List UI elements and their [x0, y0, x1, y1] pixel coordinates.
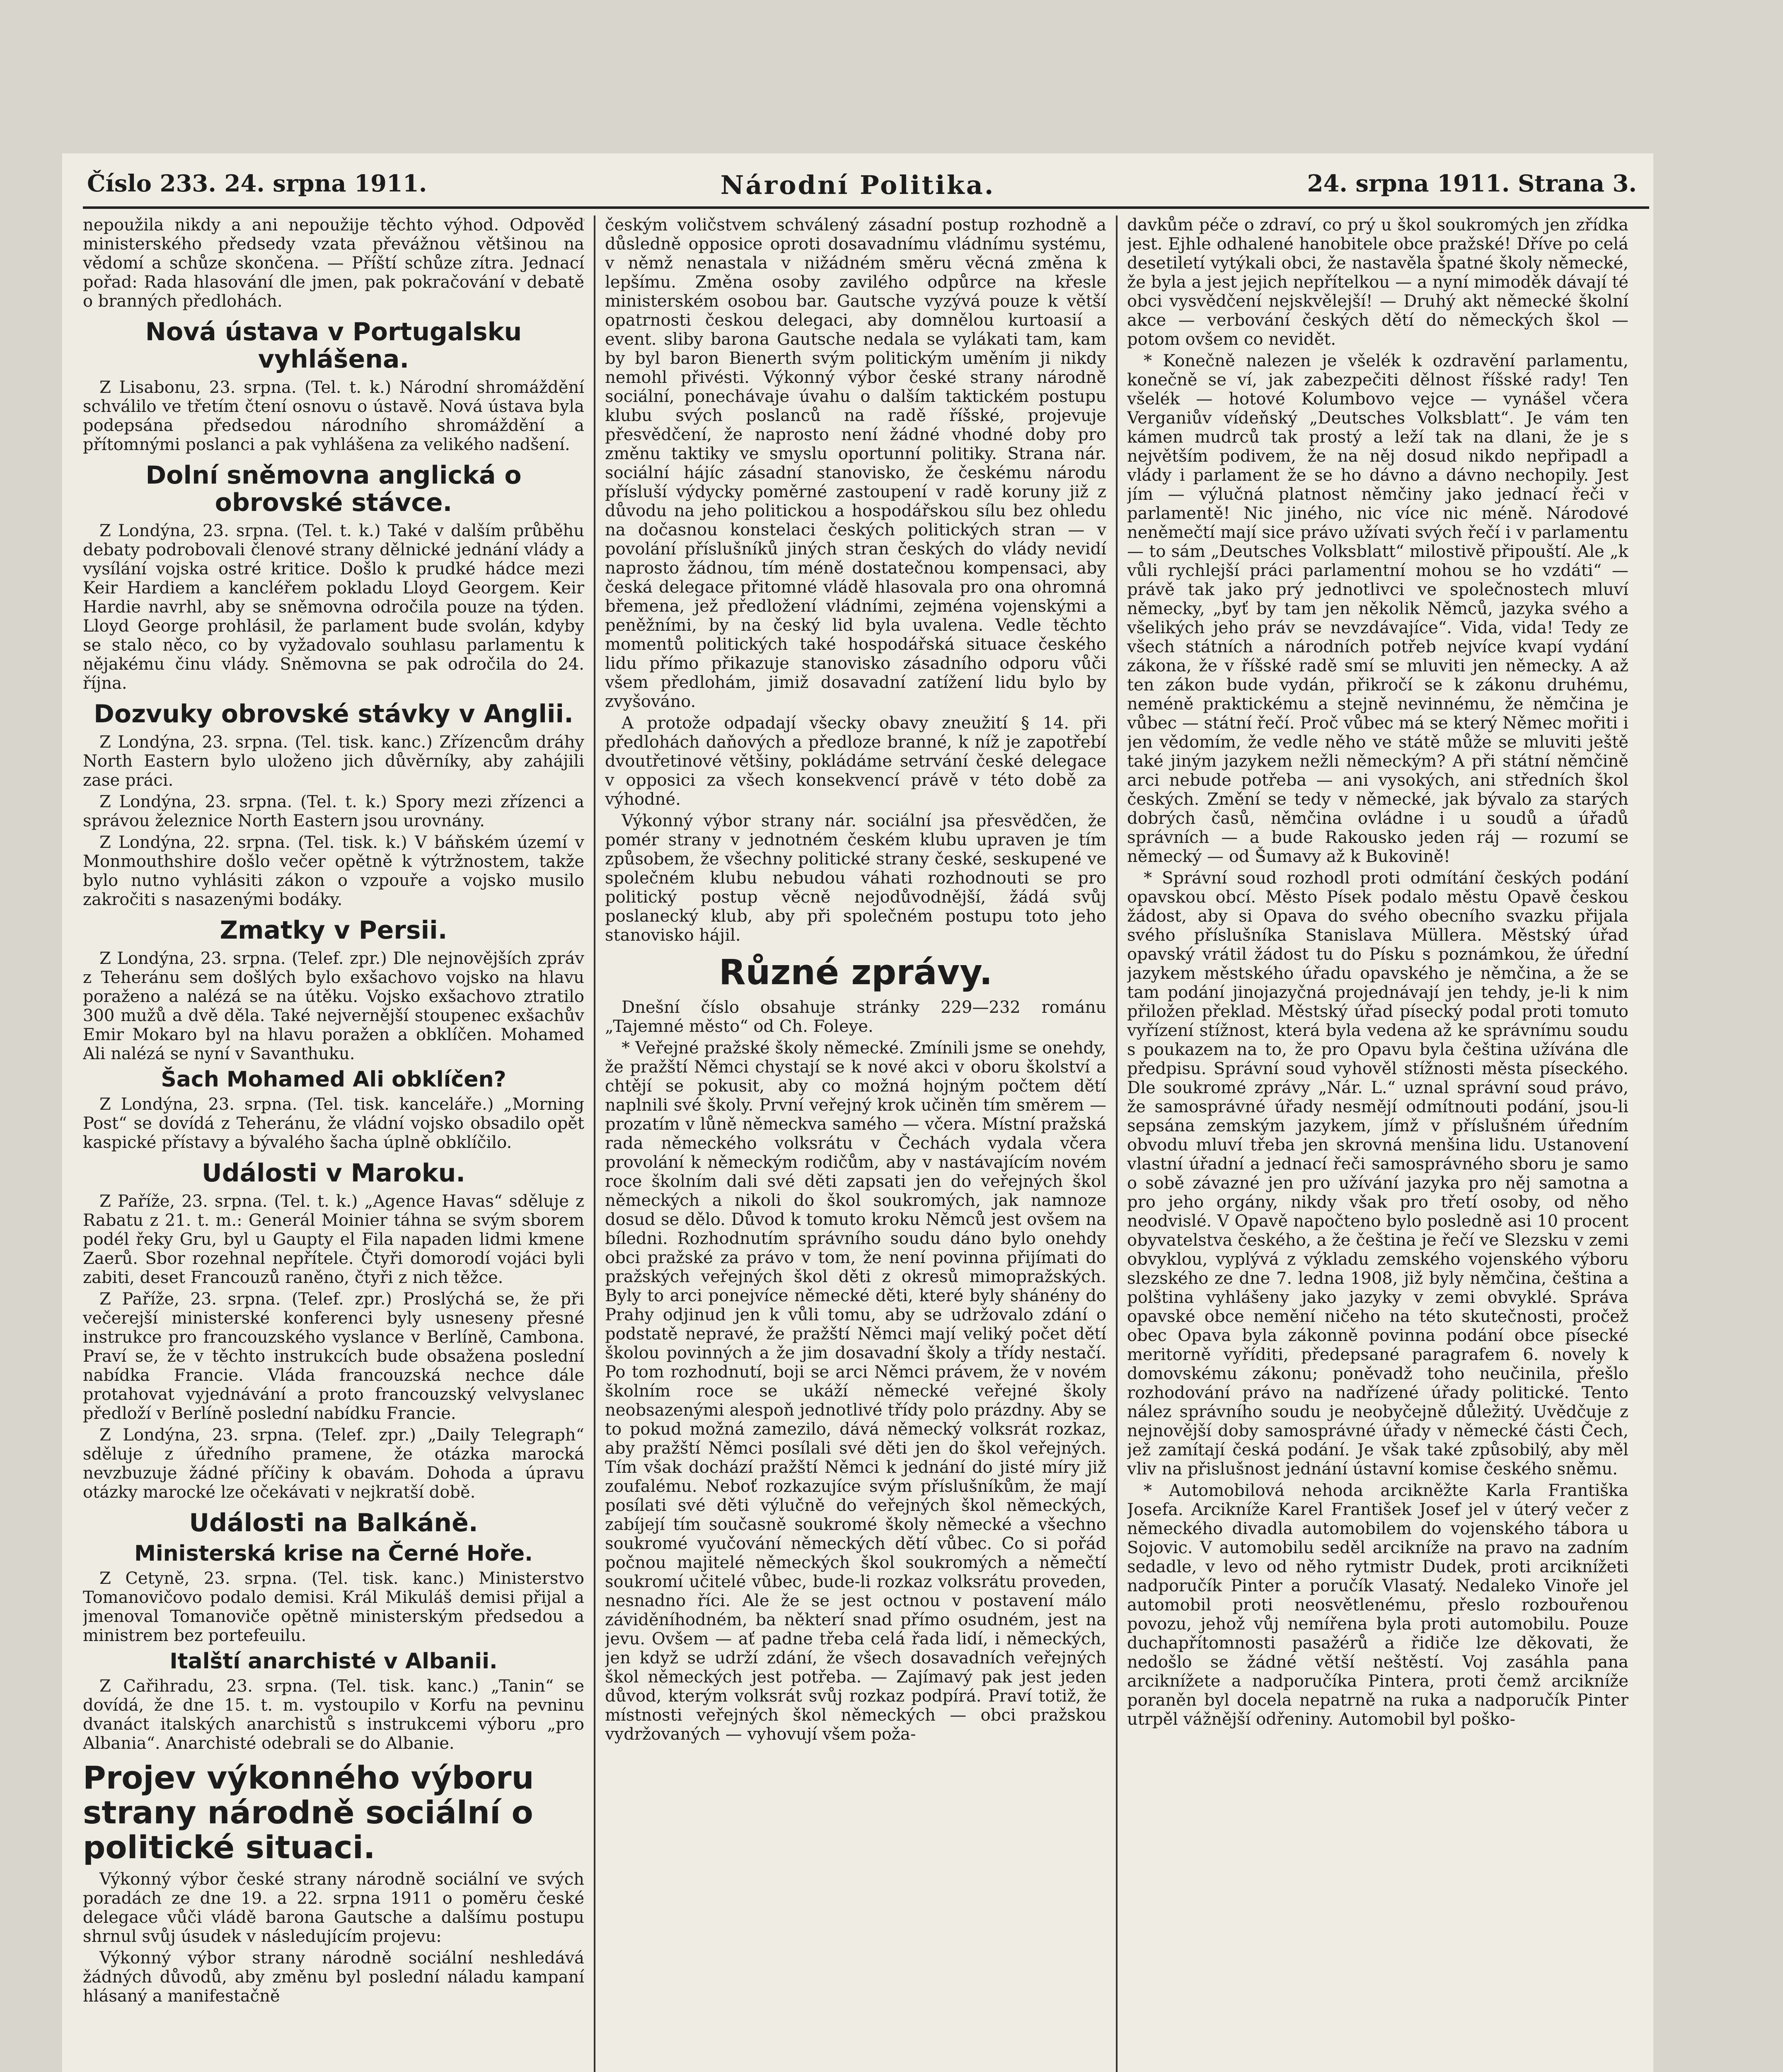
headline-commons-strike: Dolní sněmovna anglická o obrovské stávce. — [145, 461, 522, 517]
article-text: davkům péče o zdraví, co prý u škol soukromých jen zřídka jest. Ejhle odhalené hanobitele obce pražské! Dříve po celá desetiletí vytýkali obci, že nastavěla špatné školy německé, že byla a jest jejich nepřítelkou — a nyní mimoděk dávají té obci vysvědčení nejskvělejší! — Druhý akt německé školní akce — verbování českých dětí do německých škol — potom ovšem co nevidět. — [1127, 215, 1628, 349]
column-1 — [83, 215, 584, 2072]
headline-strike-aftermath: Dozvuky obrovské stávky v Anglii. — [94, 700, 573, 729]
article-text: Z Londýna, 23. srpna. (Tel. t. k.) Spory mezi zřízenci a správou železnice North Eastern jsou urovnány. — [83, 792, 584, 830]
article-text: Z Londýna, 23. srpna. (Tel. tisk. kanceláře.) „Morning Post“ se dovídá z Teheránu, že vládní vojsko obsadilo opět kaspické přístavy a bývalého šacha úplně obklíčilo. — [83, 1095, 584, 1152]
masthead — [62, 170, 1653, 203]
article-text: * Veřejné pražské školy německé. Zmínili jsme se onehdy, že pražští Němci chystají se k nové akci v oboru školství a chtějí se pokusit, aby co možná hojným počtem dětí naplnili své školy. První veřejný krok učiněn tím směrem — prozatím v lůně německva samého — včera. Místní pražská rada německého volksrátu v Čechách vydala včera provolání k německým rodičům, aby v nastávajícím novém roce školním dali své děti zapsati jen do veřejných škol německých a nikoli do škol soukromých, jak namnoze dosud se dělo. Důvod k tomuto kroku Němců jest ovšem na bíledni. Rozhodnutím správního soudu dáno bylo onehdy obci pražské za právo v tom, že není povinna přijímati do pražských veřejných škol děti z okresů mimopražských. Byly to arci ponejvíce německé děti, které byly shánény do Prahy odjinud jen k vůli tomu, aby se udržovalo zdání o podstatě nepravé, že pražští Němci mají veliký počet dětí školou povinných a že jim dosavadní školy a třídy nestačí. Po tom rozhodnutí, boji se arci Němci právem, že v novém školním roce se ukáží německé veřejné školy neobsazenými alespoň jednotlivé třídy polo prázdny. Aby se to pokud možná zamezilo, dává německý volksrát rozkaz, aby pražští Němci posílali své děti jen do škol veřejných. Tím však dochází pražští Němci k jednání do jisté míry již zoufalému. Neboť rozkazujíce svým příslušníkům, že mají posílati své děti výlučně do veřejných škol německých, zabíjejí tím současně soukromé školy německé a všechno soukromé vyučování německých dětí vůbec. Co si pořád počnou majitelé německých škol soukromých a němečtí soukromí učitelé vůbec, bude-li rozkaz volksrátu proveden, nesnadno říci. Ale že se jest octnou v postavení málo záviděníhodném, ba některí snad přímo osudném, jest na jevu. Ovšem — ať padne třeba celá řada lidí, i německých, jen když se udrží zdání, že všech dosavadních veřejných škol německých jest potřeba. — Zajímavý pak jest jeden důvod, kterým volksrát svůj rozkaz podpírá. Praví totiž, že místnosti veřejných škol německých — obci pražskou vydržovaných — vyhovují všem poža- — [605, 1038, 1106, 1744]
section-heading-news: Různé zprávy. — [719, 952, 993, 992]
article-text: * Správní soud rozhodl proti odmítání českých podání opavskou obcí. Město Písek podalo městu Opavě českou žádost, aby si Opava do svého obecního svazku přijala svého příslušníka Stanislava Müllera. Městský úřad opavský vrátil žádost tu do Písku s poznámkou, že úřední jazykem městského úřadu opavského je němčina, a že se tam podání jinojazyčná projednávají jen tehdy, je-li k nim přiložen překlad. Městský úřad písecký podal proti tomuto vyřízení stížnost, která byla vedena až ke správnímu soudu s poukazem na to, že pro Opavu byla čeština užívána dle předpisu. Správní soud vyhověl stížnosti města píseckého. Dle soukromé zprávy „Nár. L.“ uznal správní soud právo, že samosprávné úřady nesmějí odmítnouti podání, jsou-li sepsána zemským jazykem, jímž v příslušném úředním obvodu mluví třeba jen skrovná menšina lidu. Ustanovení vlastní úřadní a jednací řeči samosprávného sboru je samo o sobě závazné jen pro užívání jazyka pro něj samotna a pro jeho orgány, nikdy však pro třetí osoby, od něho neodvislé. V Opavě napočteno bylo posledně asi 10 procent obyvatelstva českého, a že čeština je řečí ve Slezsku v zemi obvyklou, vyplývá z výkladu zemského vojenského výboru slezského ze dne 7. ledna 1908, již byly němčina, čeština a polština vyhlášeny jako jazyky v zemi obvyklé. Správa opavské obce nemění ničeho na této skutečnosti, pročež obec Opava byla zákonně povinna podání obce písecké meritorně vyříditi, předepsané paragrafem 6. novely k domovskému zákonu; poněvadž toho neučinila, přešlo rozhodování právo na nadřízené úřady politické. Tento nález správního soudu je neobyčejně důležitý. Uvědčuje z nejnovější doby samosprávné úřady v německé části Čech, jež zamítají česká podání. Je však také způsobilý, aby měl vliv na přislušnost jednání ústavní komise českého sněmu. — [1127, 869, 1628, 1479]
headline-morocco: Události v Maroku. — [201, 1159, 466, 1188]
article-text: českým voličstvem schválený zásadní postup rozhodně a důsledně opposice oproti dosavadnímu vládnímu systému, v němž nenastala v nižádném směru věcná změna k lepšímu. Změna osoby zavilého odpůrce na křesle ministerském osobou bar. Gautsche vyzývá pouze k větší opatrnosti českou delegaci, aby domnělou kurtoasií a event. sliby barona Gautsche nedala se vylákati tam, kam by byl baron Bienerth svým politickým uměním ji nikdy nemohl přivésti. Výkonný výbor české strany národně sociální, ponechávaje úvahu o dalším taktickém postupu klubu svých poslanců na radě říšské, projevuje přesvědčení, že naprosto není žádné vhodné doby pro změnu taktiky ve smyslu oportunní politiky. Strana nár. sociální hájíc zásadní stanovisko, že českému národu přísluší výdycky poměrné zastoupení v radě koruny již z důvodu na jeho politickou a hospodářskou sílu bez ohledu na dočasnou konstelaci českých politických stran — v povolání příslušníků jiných stran českých do vlády nevidí naprosto žádnou, tím méně dostatečnou kompensaci, aby česká delegace přitomné vládě hlasovala pro ona ohromná břemena, jež předložení vládními, zejména vojenskými a peněžními, by na český lid byla uvalena. Vedle těchto momentů politických také hospodářská situace českého lidu přímo přikazuje stanovisko zásadního odporu vůči všem předlohám, jimiž dosavadní zatížení lidu bylo by zvyšováno. — [605, 215, 1106, 711]
article-text: Z Paříže, 23. srpna. (Tel. t. k.) „Agence Havas“ sděluje z Rabatu z 21. t. m.: Generál Moinier táhna se svým sborem podél řeky Gru, byl u Gaupty el Fila napaden lidmi kmene Zaerů. Sbor rozehnal nepřítele. Čtyři domorodí vojáci byli zabiti, deset Francouzů raněno, čtyři z nich těžce. — [83, 1192, 584, 1287]
article-text: Výkonný výbor strany národně sociální neshledává žádných důvodů, aby změnu byl poslední náladu kampaní hlásaný a manifestačně — [83, 1949, 584, 2006]
column-divider — [1116, 215, 1118, 2072]
date-and-page: 24. srpna 1911. Strana 3. — [1307, 170, 1637, 197]
newspaper-title: Národní Politika. — [720, 170, 995, 200]
article-text: Z Londýna, 22. srpna. (Tel. tisk. k.) V báňském území v Monmouthshire došlo večer opětně k výtržnostem, takže bylo nutno vyhlásiti zákon o vzpouře a vojsko musilo zakročiti s nasazenými bodáky. — [83, 833, 584, 909]
headline-balkans: Události na Balkáně. — [189, 1508, 478, 1537]
article-text: Z Londýna, 23. srpna. (Telef. zpr.) „Daily Telegraph“ sděluje z úředního pramene, že otázka marocká nevzbuzuje žádné příčiny k obavám. Dohoda a úpravu otázky marocké lze očekávati v nejkratší době. — [83, 1426, 584, 1502]
article-text: Z Londýna, 23. srpna. (Telef. zpr.) Dle nejnovějších zpráv z Teheránu sem došlých bylo exšachovo vojsko na hlavu poraženo a nalézá se na útěku. Vojsko exšachovo ztratilo 300 mužů a dvě děla. Také nejvernější stoupenec exšachův Emir Mokaro byl na hlavu poražen a obklíčen. Mohamed Ali nalézá se nyní v Savanthuku. — [83, 949, 584, 1063]
article-text: Z Cařihradu, 23. srpna. (Tel. tisk. kanc.) „Tanin“ se dovídá, že dne 15. t. m. vystoupilo v Korfu na pevninu dvanáct italských anarchistů s instrukcemi výboru „pro Albania“. Anarchisté odebrali se do Albanie. — [83, 1677, 584, 1753]
article-text: Z Londýna, 23. srpna. (Tel. tisk. kanc.) Zřízencům dráhy North Eastern bylo uloženo jich důvěrníky, aby zahájili zase práci. — [83, 733, 584, 790]
column-3 — [1127, 215, 1628, 2072]
header-rule — [83, 206, 1649, 209]
column-divider — [594, 215, 595, 2072]
headline-party-statement: Projev výkonného výboru strany národně sociální o politické situaci. — [83, 1759, 534, 1866]
article-text: Dnešní číslo obsahuje stránky 229—232 románu „Tajemné město“ od Ch. Foleye. — [605, 998, 1106, 1036]
article-text: nepoužila nikdy a ani nepoužije těchto výhod. Odpověď ministerského předsedy vzata převážnou většinou na vědomí a schůze skončena. — Příští schůze zítra. Jednací pořad: Rada hlasování dle jmen, pak pokračování v debatě o branných předlohách. — [83, 215, 584, 311]
article-text: Výkonný výbor strany nár. sociální jsa přesvědčen, že pomér strany v jednotném českém klubu upraven je tím způsobem, že všechny politické strany české, seskupené ve společném klubu nebudou váhati rozhodnouti se pro politický postup věcně nejodůvodnější, žádá svůj poslanecký klub, aby při společném postupu toto jeho stanovisko hájil. — [605, 811, 1106, 945]
headline-portugal: Nová ústava v Portugalsku vyhlášena. — [145, 317, 522, 374]
article-text: Z Londýna, 23. srpna. (Tel. t. k.) Také v dalším průběhu debaty podrobovali členové strany dělnické jednání vlády a vysílání vojska ostré kritice. Došlo k prudké hádce mezi Keir Hardiem a kancléřem pokladu Lloyd Georgem. Keir Hardie navrhl, aby se sněmovna odročila pouze na týden. Lloyd George prohlásil, že parlament bude svolán, kdyby se stalo něco, co by vyžadovalo souhlasu parlamentu k nějakému činu vlády. Sněmovna se pak odročila do 24. října. — [83, 521, 584, 693]
article-text: Z Cetyně, 23. srpna. (Tel. tisk. kanc.) Ministerstvo Tomanovičovo podalo demisi. Král Mikuláš demisi přijal a jmenoval Tomanoviče opětně ministerským předsedou a ministrem bez portefeuilu. — [83, 1569, 584, 1645]
column-2 — [605, 215, 1106, 2072]
issue-number: Číslo 233. 24. srpna 1911. — [87, 170, 427, 197]
article-text: * Konečně nalezen je všelék k ozdravění parlamentu, konečně se ví, jak zabezpečiti dělnost říšské rady! Ten všelék — hotové Kolumbovo vejce — vynášel včera Verganiův vídeňský „Deutsches Volksblatt“. Je vám ten kámen mudrců tak prostý a leží tak na dlani, že je s největším podivem, že na něj dosud nikdo nepřipadl a vlády i parlament že se ho dávno a dávno nechopily. Jest jím — výlučná platnost němčiny jako jednací řeči v parlamentě! Nic jiného, nic více nic méně. Národové neněmečtí mají sice právo užívati svých řečí i v parlamentu — to sám „Deutsches Volksblatt“ milostivě připouští. Ale „k vůli rychlejší práci parlamentní mohou se ho vzdáti“ — právě tak jako prý jednotlivci ve společnostech mluví německy, „byť by tam jen několik Němců, jazyka svého a všelikých jeho práv se nevzdávajíce“. Vida, vida! Tedy ze všech státních a národních potřeb nejvíce kvapí vydání zákona, že v říšské radě smí se mluviti jen německy. A až ten zákon bude vydán, přikročí se k zákonu druhému, neméně praktickému a stejně nevinnému, že němčina je vůbec — státní řečí. Proč vůbec má se který Němec mořiti i jen vědomím, že vedle něho ve státě může se mluviti ještě také jiným jazykem nežli německým? A při státní němčině arci nebude potřeba — ani vysokých, ani středních škol českých. Změní se tedy v německé, jak bývalo za starých dobrých časů, němčina ovládne i u soudů a úřadů správních — a bude Rakousko jeden ráj — rozumí se německý — od Šumavy až k Bukovině! — [1127, 351, 1628, 866]
headline-albania: Italští anarchisté v Albanii. — [169, 1649, 498, 1674]
subheadline-montenegro: Ministerská krise na Černé Hoře. — [134, 1541, 533, 1566]
article-text: * Automobilová nehoda arcikněžte Karla Františka Josefa. Arcikníže Karel František Josef jel v úterý večer z německého divadla automobilem do vojenského tábora u Sojovic. V automobilu seděl arcikníže na pravo na zadním sedadle, v levo od něho rytmistr Dudek, proti arciknížeti nadporučík Pinter a poručík Vlasatý. Nedaleko Vinoře jel automobil proti neosvětlenému, přeslo rozbouřenou povozu, jehož vůj nemířena byla proti automobilu. Pouze duchapřítomnosti pasažérů a řidiče lze děkovati, že nedošlo se žádné větší neštěstí. Voj zasáhla pana arciknížete a nadporučíka Pintera, proti čemž arcikníže poraněn byl docela nepatrně na ruka a nadporučík Pinter utrpěl vážnější odřeniny. Automobil byl poško- — [1127, 1481, 1628, 1729]
subheadline-shah: Šach Mohamed Ali obklíčen? — [161, 1067, 506, 1092]
article-text: Výkonný výbor české strany národně sociální ve svých poradách ze dne 19. a 22. srpna 1911 o poměru české delegace vůči vládě barona Gautsche a dalšímu postupu shrnul svůj úsudek v následujícím projevu: — [83, 1870, 584, 1946]
article-text: A protože odpadají všecky obavy zneužití § 14. při předlohách daňových a předloze branné, k níž je zapotřebí dvoutřetinové většiny, pokládáme setrvání české delegace v opposici za všech konsekvencí právě v této době za výhodné. — [605, 714, 1106, 809]
article-text: Z Lisabonu, 23. srpna. (Tel. t. k.) Národní shromáždění schválilo ve třetím čtení osnovu o ústavě. Nová ústava byla podepsána předsedou národního shromáždění a přítomnými poslanci a pak vyhlášena za velikého nadšení. — [83, 378, 584, 454]
article-text: Z Paříže, 23. srpna. (Telef. zpr.) Proslýchá se, že při večerejší ministerské konferenci byly usneseny přesné instrukce pro francouzského vyslance v Berlíně, Cambona. Praví se, že v těchto instrukcích bude obsažena poslední nabídka Francie. Vláda francouzská nechce dále protahovat vyjednávání a proto francouzský velvyslanec předloží v Berlíně poslední nabídku Francie. — [83, 1290, 584, 1423]
headline-persia: Zmatky v Persii. — [220, 916, 448, 945]
newspaper-page — [62, 153, 1653, 2072]
